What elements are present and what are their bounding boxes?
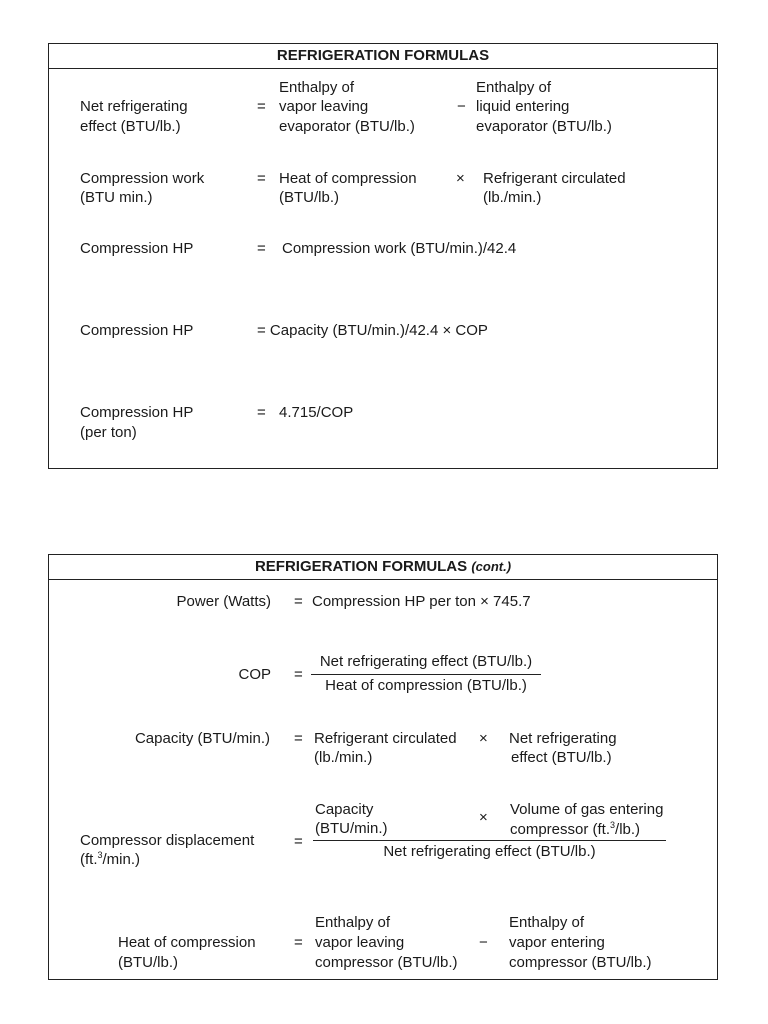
equals-sign: = — [257, 240, 266, 257]
formula-label: Compression HP — [80, 322, 194, 339]
formula-expression: Compression HP per ton × 745.7 — [312, 593, 531, 610]
formula-sheet-2 — [48, 554, 718, 980]
term-text: vapor leaving — [315, 934, 405, 951]
term-text: Refrigerant circulated — [314, 730, 457, 747]
term-text: (lb./min.) — [483, 189, 542, 206]
formula-label: COP — [238, 666, 271, 683]
equals-sign: = — [294, 833, 303, 850]
fraction-numerator: Net refrigerating effect (BTU/lb.) — [319, 653, 533, 670]
formula-label: (BTU min.) — [80, 189, 153, 206]
term-text: Volume of gas entering — [510, 801, 664, 818]
term-text: Capacity — [315, 801, 374, 818]
term-text: compressor (ft.$^3$/lb.) — [510, 820, 641, 838]
equals-sign: = — [294, 934, 303, 951]
formula-sheet-1 — [48, 43, 718, 469]
equals-sign: = — [257, 404, 266, 421]
term-text: evaporator (BTU/lb.) — [476, 118, 612, 135]
formula-label: Heat of compression — [118, 934, 256, 951]
formula-expression: Compression work (BTU/min.)/42.4 — [282, 240, 517, 257]
formula-label: (BTU/lb.) — [118, 954, 178, 971]
times-sign: × — [479, 809, 488, 826]
sheet-2-title-suffix: (cont.) — [471, 559, 512, 574]
equals-sign: = — [294, 593, 303, 610]
sheet-2-title-text: REFRIGERATION FORMULAS — [254, 558, 468, 575]
formula-label: (ft.$^3$/min.) — [80, 850, 141, 868]
times-sign: × — [479, 730, 488, 747]
formula-label: effect (BTU/lb.) — [80, 118, 181, 135]
equals-sign: = — [257, 98, 266, 115]
formula-label: Power (Watts) — [176, 593, 271, 610]
term-text: Heat of compression — [279, 170, 417, 187]
term-text: effect (BTU/lb.) — [511, 749, 612, 766]
equals-sign: = — [294, 666, 303, 683]
formula-expression: = Capacity (BTU/min.)/42.4 × COP — [257, 322, 488, 339]
term-text: Enthalpy of — [509, 914, 585, 931]
sheet-2-title — [49, 555, 717, 580]
times-sign: × — [456, 170, 465, 187]
sheet-1-title: REFRIGERATION FORMULAS — [49, 44, 717, 69]
formula-label: Compression work — [80, 170, 205, 187]
formula-label: Capacity (BTU/min.) — [134, 730, 270, 747]
formula-expression: 4.715/COP — [279, 404, 354, 421]
term-text: compressor (BTU/lb.) — [509, 954, 652, 971]
term-text: Enthalpy of — [315, 914, 391, 931]
fraction-denominator: Net refrigerating effect (BTU/lb.) — [383, 843, 596, 860]
minus-sign: − — [457, 98, 466, 115]
fraction-bar — [313, 840, 666, 841]
fraction-denominator: Heat of compression (BTU/lb.) — [325, 677, 527, 694]
equals-sign: = — [294, 730, 303, 747]
term-text: (lb./min.) — [314, 749, 373, 766]
term-text: liquid entering — [476, 98, 570, 115]
term-text: compressor (BTU/lb.) — [315, 954, 458, 971]
term-text: vapor entering — [509, 934, 605, 951]
formula-label: (per ton) — [80, 424, 137, 441]
term-text: Enthalpy of — [279, 79, 355, 96]
term-text: Enthalpy of — [476, 79, 552, 96]
formula-label: Compressor displacement — [80, 832, 255, 849]
formula-label: Compression HP — [80, 404, 194, 421]
formula-label: Net refrigerating — [80, 98, 188, 115]
term-text: (BTU/min.) — [315, 820, 388, 837]
minus-sign: − — [479, 934, 488, 951]
fraction-bar — [311, 674, 541, 675]
equals-sign: = — [257, 170, 266, 187]
term-text: (BTU/lb.) — [279, 189, 339, 206]
term-text: Net refrigerating — [509, 730, 617, 747]
term-text: evaporator (BTU/lb.) — [279, 118, 415, 135]
term-text: Refrigerant circulated — [483, 170, 626, 187]
formula-label: Compression HP — [80, 240, 194, 257]
term-text: vapor leaving — [279, 98, 369, 115]
